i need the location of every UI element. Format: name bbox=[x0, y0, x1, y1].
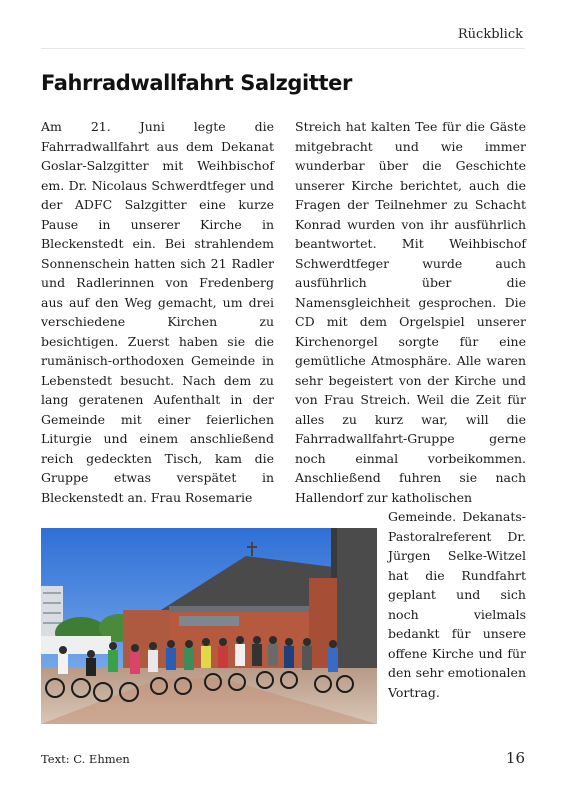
text-credit: Text: C. Ehmen bbox=[41, 752, 130, 766]
article-column-right: Streich hat kalten Tee für die Gäste mitgebracht und wie immer wunderbar über die Geschichte unserer Kirche berichtet, auch die Fragen der Teilnehmer zu Schacht Konrad wurden von ihr ausführlich beantwortet. Mit Weihbischof Schwerdtfeger wurde auch ausführlich über die Namensgleichheit gesprochen. Die CD mit dem Orgelspiel unserer Kirchenorgel sorgte für eine gemütliche Atmosphäre. Alle waren sehr begeistert von der Kirche und von Frau Streich. Weil die Zeit für alles zu kurz war, will die Fahrradwallfahrt-Gruppe gerne noch einmal vorbeikommen. Anschließend fuhren sie nach Hallendorf zur katholischen bbox=[295, 119, 526, 505]
header-divider bbox=[41, 48, 525, 49]
group-photo bbox=[41, 528, 377, 724]
article-column-left: Am 21. Juni legte die Fahrradwallfahrt aus dem Dekanat Goslar-Salzgitter mit Weihbischof em. Dr. Nicolaus Schwerdtfeger und der ADFC Salzgitter eine kurze Pause in unserer Kirche in Bleckenstedt ein. Bei strahlendem Sonnenschein hatten sich 21 Radler und Radlerinnen von Fredenberg aus auf den Weg gemacht, um drei verschiedene Kirchen zu besichtigen. Zuerst haben sie die rumänisch-orthodoxen Gemeinde in Lebenstedt besucht. Nach dem zu lang geratenen Aufenthalt in der Gemeinde mit einer feierlichen Liturgie und einem anschließend reich gedeckten Tisch, kam die Gruppe etwas verspätet in Bleckenstedt an. Frau Rosemarie bbox=[41, 119, 274, 505]
article-column-continuation: Gemeinde. Dekanats-Pastoralreferent Dr. Jürgen Selke-Witzel hat die Rundfahrt geplant und sich noch vielmals bedankt für unsere offene Kirche und für den sehr emotionalen Vortrag. bbox=[388, 509, 526, 700]
section-label: Rückblick bbox=[457, 27, 523, 42]
article-title: Fahrradwallfahrt Salzgitter bbox=[41, 71, 352, 95]
page-number: 16 bbox=[505, 749, 525, 767]
